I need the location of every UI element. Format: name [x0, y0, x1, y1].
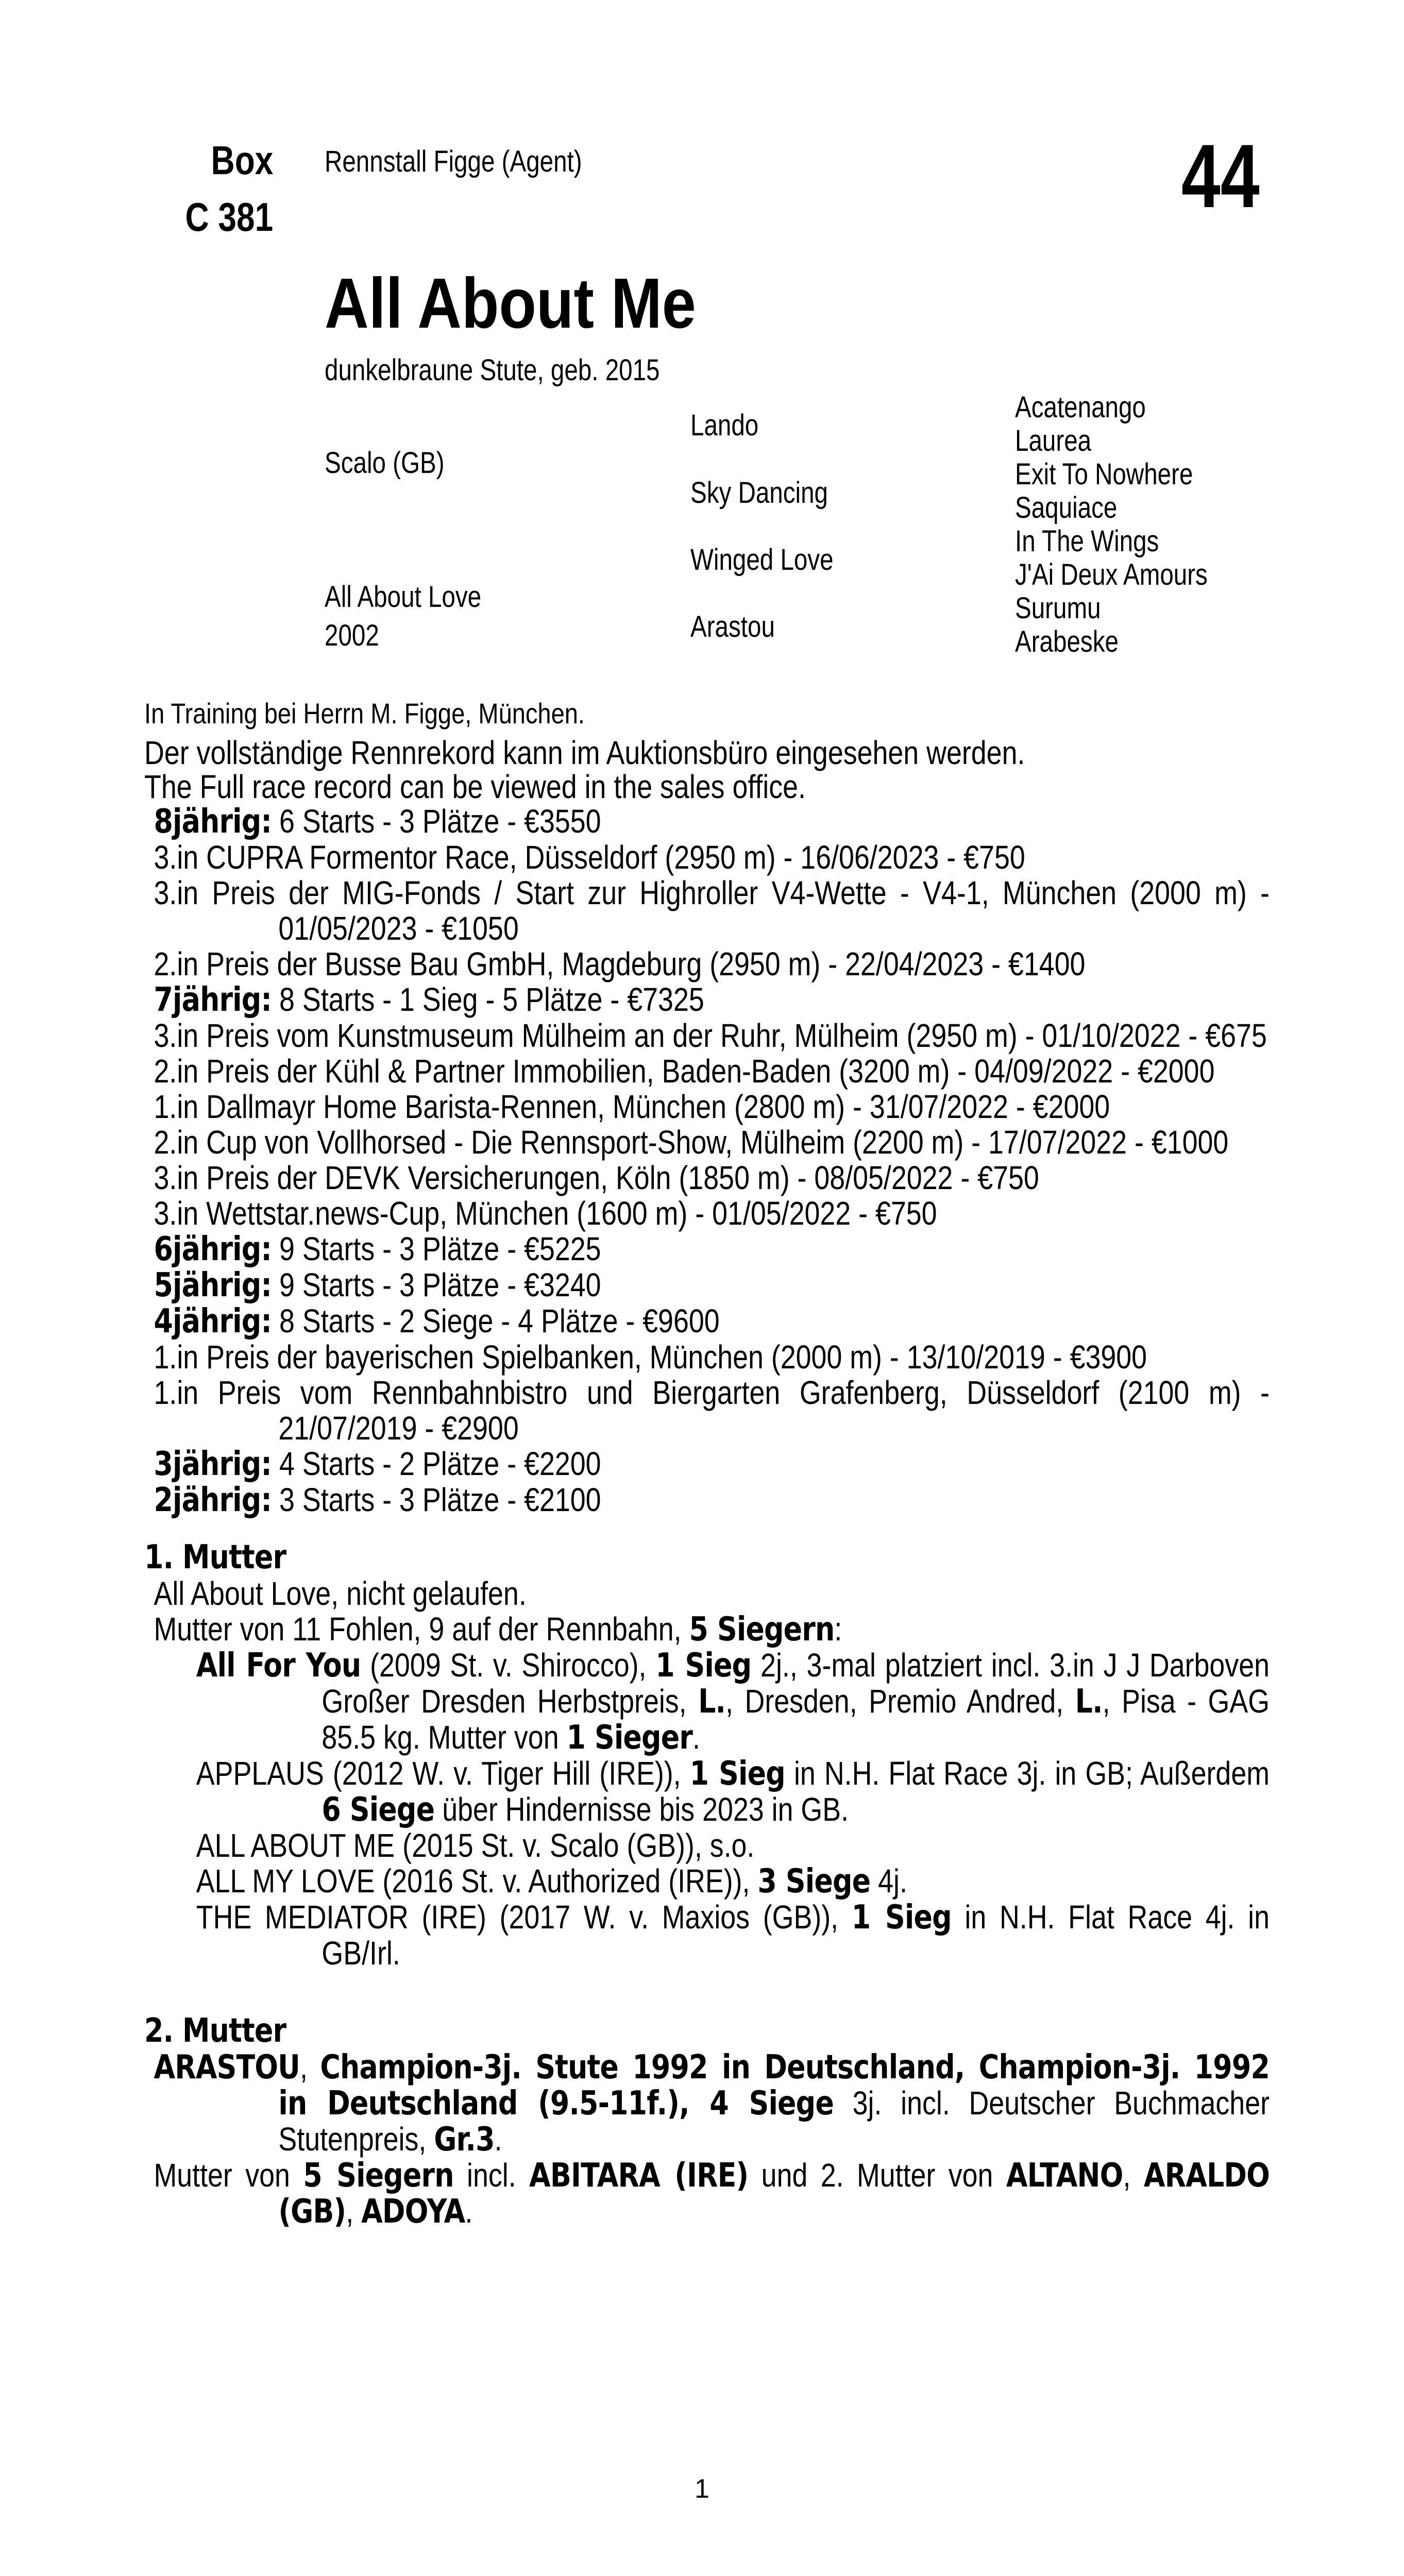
age-summary: 6jährig: 9 Starts - 3 Plätze - €5225: [154, 1230, 601, 1268]
age-summary: 5jährig: 9 Starts - 3 Plätze - €3240: [154, 1266, 601, 1304]
dam2-title: 2. Mutter: [144, 2012, 286, 2050]
pedigree-dam-year: 2002: [325, 619, 379, 652]
pedigree-dam-sire: Winged Love: [690, 543, 834, 577]
pedigree-sire: Scalo (GB): [325, 446, 445, 480]
pedigree-g3: Arabeske: [1015, 625, 1119, 658]
pedigree-sire-sire: Lando: [690, 409, 759, 442]
race-placing: 1.in Dallmayr Home Barista-Rennen, München (2800 m) - 31/07/2022 - €2000: [154, 1088, 1110, 1125]
notice-de: Der vollständige Rennrekord kann im Auktionsbüro eingesehen werden.: [144, 734, 1025, 771]
pedigree-dam-dam: Arastou: [690, 610, 775, 643]
race-placing: 2.in Preis der Kühl & Partner Immobilien, Baden-Baden (3200 m) - 04/09/2022 - €2000: [154, 1053, 1215, 1090]
dam2-paragraph: Mutter von 5 Siegern incl. ABITARA (IRE) und 2. Mutter von ALTANO, ARALDO (GB), ADOYA.: [154, 2157, 1270, 2231]
box-number: C 381: [185, 194, 273, 240]
horse-description: dunkelbraune Stute, geb. 2015: [325, 353, 660, 387]
age-summary: 3jährig: 4 Starts - 2 Plätze - €2200: [154, 1445, 601, 1483]
pedigree-g3: Acatenango: [1015, 391, 1146, 424]
dam2-paragraph: ARASTOU, Champion-3j. Stute 1992 in Deutschland, Champion-3j. 1992 in Deutschland (9.5-11f.), 4 Siege 3j. incl. Deutscher Buchmacher Stutenpreis, Gr.3.: [154, 2048, 1270, 2159]
catalogue-body: [144, 696, 1270, 2231]
race-placing: 3.in Preis vom Kunstmuseum Mülheim an der Ruhr, Mülheim (2950 m) - 01/10/2022 - €675: [154, 1017, 1267, 1054]
page-number: 1: [695, 2474, 709, 2504]
progeny-entry: THE MEDIATOR (IRE) (2017 W. v. Maxios (GB)), 1 Sieg in N.H. Flat Race 4j. in GB/Irl.: [196, 1899, 1270, 1972]
progeny-entry: ALL ABOUT ME (2015 St. v. Scalo (GB)), s.o.: [196, 1827, 755, 1864]
pedigree-g3: J'Ai Deux Amours: [1015, 558, 1208, 591]
age-summary: 4jährig: 8 Starts - 2 Siege - 4 Plätze - €9600: [154, 1302, 720, 1341]
pedigree-g3: Laurea: [1015, 424, 1092, 457]
box-label: Box: [211, 138, 273, 183]
training-info: In Training bei Herrn M. Figge, München.: [144, 697, 585, 730]
dam1-title: 1. Mutter: [144, 1538, 286, 1577]
pedigree-g3: Saquiace: [1015, 491, 1118, 524]
lot-number: 44: [1181, 126, 1260, 227]
race-placing: 3.in CUPRA Formentor Race, Düsseldorf (2950 m) - 16/06/2023 - €750: [154, 839, 1025, 876]
age-summary: 7jährig: 8 Starts - 1 Sieg - 5 Plätze - €7325: [154, 981, 704, 1019]
pedigree-g3: Surumu: [1015, 591, 1101, 625]
age-summary: 2jährig: 3 Starts - 3 Plätze - €2100: [154, 1481, 601, 1519]
dam1-line: Mutter von 11 Fohlen, 9 auf der Rennbahn, 5 Siegern:: [154, 1611, 842, 1649]
horse-name: All About Me: [325, 264, 696, 343]
race-placing: 3.in Wettstar.news-Cup, München (1600 m) - 01/05/2022 - €750: [154, 1195, 937, 1232]
notice-en: The Full race record can be viewed in the sales office.: [144, 768, 806, 805]
race-placing: 3.in Preis der MIG-Fonds / Start zur Highroller V4-Wette - V4-1, München (2000 m) - 01/05/2023 - €1050: [154, 874, 1270, 947]
progeny-entry: ALL MY LOVE (2016 St. v. Authorized (IRE)), 3 Siege 4j.: [196, 1862, 907, 1901]
pedigree-dam: All About Love: [325, 580, 482, 614]
race-placing: 3.in Preis der DEVK Versicherungen, Köln (1850 m) - 08/05/2022 - €750: [154, 1159, 1039, 1196]
dam1-line: All About Love, nicht gelaufen.: [154, 1575, 527, 1612]
race-placing: 1.in Preis vom Rennbahnbistro und Biergarten Grafenberg, Düsseldorf (2100 m) - 21/07/2019 - €2900: [154, 1374, 1270, 1447]
race-placing: 1.in Preis der bayerischen Spielbanken, München (2000 m) - 13/10/2019 - €3900: [154, 1338, 1147, 1376]
progeny-entry: APPLAUS (2012 W. v. Tiger Hill (IRE)), 1 Sieg in N.H. Flat Race 3j. in GB; Außerdem 6 Siege über Hindernisse bis 2023 in GB.: [196, 1755, 1270, 1829]
age-summary: 8jährig: 6 Starts - 3 Plätze - €3550: [154, 803, 601, 841]
pedigree-sire-dam: Sky Dancing: [690, 476, 828, 510]
pedigree-g3: In The Wings: [1015, 524, 1159, 558]
race-placing: 2.in Cup von Vollhorsed - Die Rennsport-Show, Mülheim (2200 m) - 17/07/2022 - €1000: [154, 1124, 1229, 1161]
progeny-entry: All For You (2009 St. v. Shirocco), 1 Sieg 2j., 3-mal platziert incl. 3.in J J Darboven Großer Dresden Herbstpreis, L., Dresden, Premio Andred, L., Pisa - GAG 85.5 kg. Mutter von 1 Sieger.: [196, 1647, 1270, 1757]
pedigree-g3: Exit To Nowhere: [1015, 457, 1193, 491]
race-placing: 2.in Preis der Busse Bau GmbH, Magdeburg (2950 m) - 22/04/2023 - €1400: [154, 945, 1086, 982]
consignor: Rennstall Figge (Agent): [325, 145, 582, 178]
